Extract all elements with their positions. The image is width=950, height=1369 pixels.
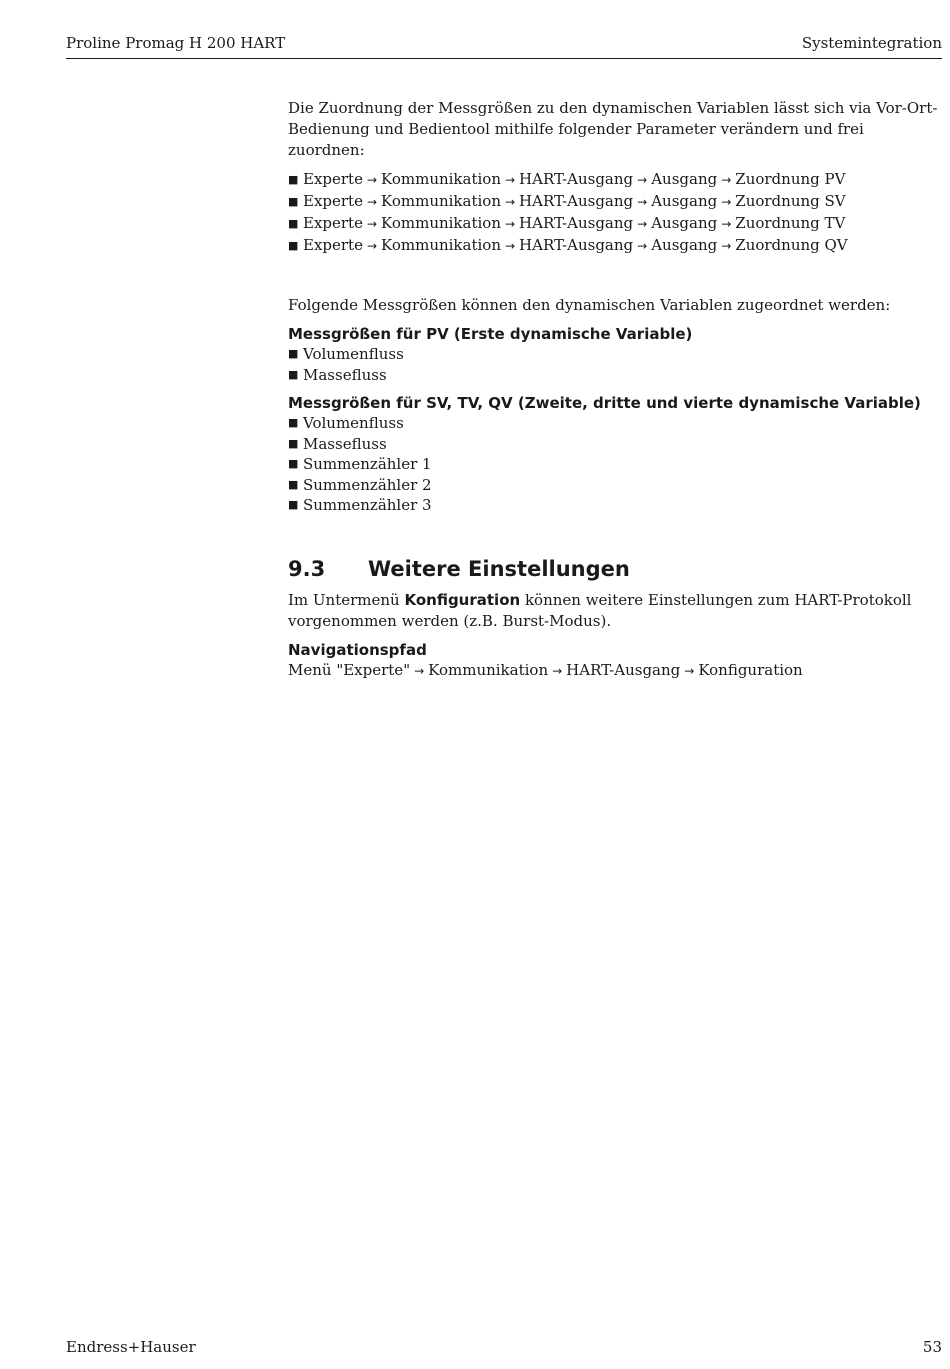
list-item-label: Volumenfluss: [303, 345, 404, 363]
arrow-icon: →: [721, 173, 732, 187]
header-chapter-name: Systemintegration: [801, 34, 942, 52]
path-step: Ausgang: [651, 192, 718, 210]
parameter-path-item: [288, 169, 942, 191]
parameter-path-item: [288, 213, 942, 235]
arrow-icon: →: [637, 217, 648, 231]
parameter-path-list: [288, 169, 942, 257]
arrow-icon: →: [684, 663, 695, 678]
assignable-variables-intro: Folgende Messgrößen können den dynamischen Variablen zugeordnet werden:: [288, 296, 891, 314]
path-step: Zuordnung TV: [735, 214, 846, 232]
arrow-icon: →: [504, 195, 516, 209]
list-item: [288, 454, 942, 475]
path-step: Kommunikation: [381, 170, 501, 188]
arrow-icon: →: [637, 173, 648, 187]
nav-step: Konfiguration: [698, 660, 803, 679]
sv-tv-qv-heading: Messgrößen für SV, TV, QV (Zweite, dritte und vierte dynamische Variable): [288, 394, 921, 412]
arrow-icon: →: [366, 195, 378, 209]
bullet-icon: ■: [288, 498, 299, 511]
bullet-icon: ■: [288, 416, 299, 429]
path-step: Zuordnung QV: [735, 236, 848, 254]
path-step: HART-Ausgang: [519, 236, 634, 254]
section-paragraph-start: Im Untermenü: [288, 590, 405, 609]
list-item: [288, 365, 942, 386]
path-step: Zuordnung PV: [735, 170, 846, 188]
list-item-label: Summenzähler 2: [303, 475, 432, 494]
nav-step: HART-Ausgang: [566, 660, 681, 679]
section-number: 9.3: [288, 556, 326, 581]
path-step: Zuordnung SV: [735, 192, 846, 210]
arrow-icon: →: [552, 663, 563, 678]
path-step: Ausgang: [651, 170, 718, 188]
list-item-label: Massefluss: [303, 365, 387, 384]
arrow-icon: →: [504, 239, 516, 253]
path-step: HART-Ausgang: [519, 214, 634, 232]
nav-step: Kommunikation: [428, 660, 549, 679]
arrow-icon: →: [721, 239, 732, 253]
path-step: Ausgang: [651, 214, 718, 232]
arrow-icon: →: [637, 239, 648, 253]
list-item: [288, 344, 942, 365]
arrow-icon: →: [504, 217, 516, 231]
pv-heading: Messgrößen für PV (Erste dynamische Variable): [288, 325, 693, 343]
nav-step: Menü "Experte": [288, 660, 411, 679]
arrow-icon: →: [366, 217, 378, 231]
section-paragraph: [288, 590, 942, 632]
list-item-label: Summenzähler 3: [303, 496, 432, 514]
section-heading: [288, 554, 942, 584]
bullet-icon: ■: [288, 457, 299, 470]
bullet-icon: ■: [288, 436, 299, 450]
list-item-label: Massefluss: [303, 434, 387, 453]
path-step: Ausgang: [651, 236, 718, 254]
main-content: [288, 98, 942, 682]
arrow-icon: →: [414, 663, 425, 678]
footer-company: Endress+Hauser: [66, 1338, 196, 1356]
arrow-icon: →: [504, 173, 516, 187]
path-step: Experte: [303, 192, 363, 210]
list-item-label: Summenzähler 1: [303, 455, 432, 473]
bullet-icon: ■: [288, 239, 299, 252]
list-item: [288, 495, 942, 516]
path-step: Kommunikation: [381, 192, 501, 210]
path-step: HART-Ausgang: [519, 170, 634, 188]
section-title: Weitere Einstellungen: [368, 556, 630, 581]
path-step: Kommunikation: [381, 236, 501, 254]
arrow-icon: →: [366, 173, 378, 187]
path-step: Experte: [303, 236, 363, 254]
list-item-label: Volumenfluss: [303, 414, 404, 432]
bullet-icon: ■: [288, 477, 299, 491]
arrow-icon: →: [637, 195, 648, 209]
konfiguration-term: Konfiguration: [404, 590, 521, 609]
section-paragraph-end: können weitere Einstellungen zum HART-Protokoll vorgenommen werden (z.B. Burst-Modus).: [288, 590, 912, 630]
path-step: Experte: [303, 170, 363, 188]
intro-paragraph: Die Zuordnung der Messgrößen zu den dynamischen Variablen lässt sich via Vor-Ort-Bedienung und Bedientool mithilfe folgender Parameter verändern und frei zuordnen:: [288, 99, 938, 159]
list-item: [288, 434, 942, 455]
path-step: Kommunikation: [381, 214, 501, 232]
bullet-icon: ■: [288, 217, 299, 230]
bullet-icon: ■: [288, 195, 299, 208]
arrow-icon: →: [721, 217, 732, 231]
header-product-name: Proline Promag H 200 HART: [66, 34, 286, 52]
list-item: [288, 475, 942, 496]
arrow-icon: →: [366, 239, 378, 253]
page-header: [66, 30, 942, 59]
pv-measurand-list: [288, 344, 942, 385]
navigation-path: [288, 660, 942, 682]
path-step: HART-Ausgang: [519, 192, 634, 210]
path-step: Experte: [303, 214, 363, 232]
navigation-path-heading: Navigationspfad: [288, 640, 427, 659]
bullet-icon: ■: [288, 347, 299, 360]
page-number: 53: [922, 1338, 942, 1356]
parameter-path-item: [288, 235, 942, 257]
bullet-icon: ■: [288, 173, 299, 186]
arrow-icon: →: [721, 195, 732, 209]
parameter-path-item: [288, 191, 942, 213]
bullet-icon: ■: [288, 367, 299, 381]
list-item: [288, 413, 942, 434]
sv-tv-qv-measurand-list: [288, 413, 942, 516]
